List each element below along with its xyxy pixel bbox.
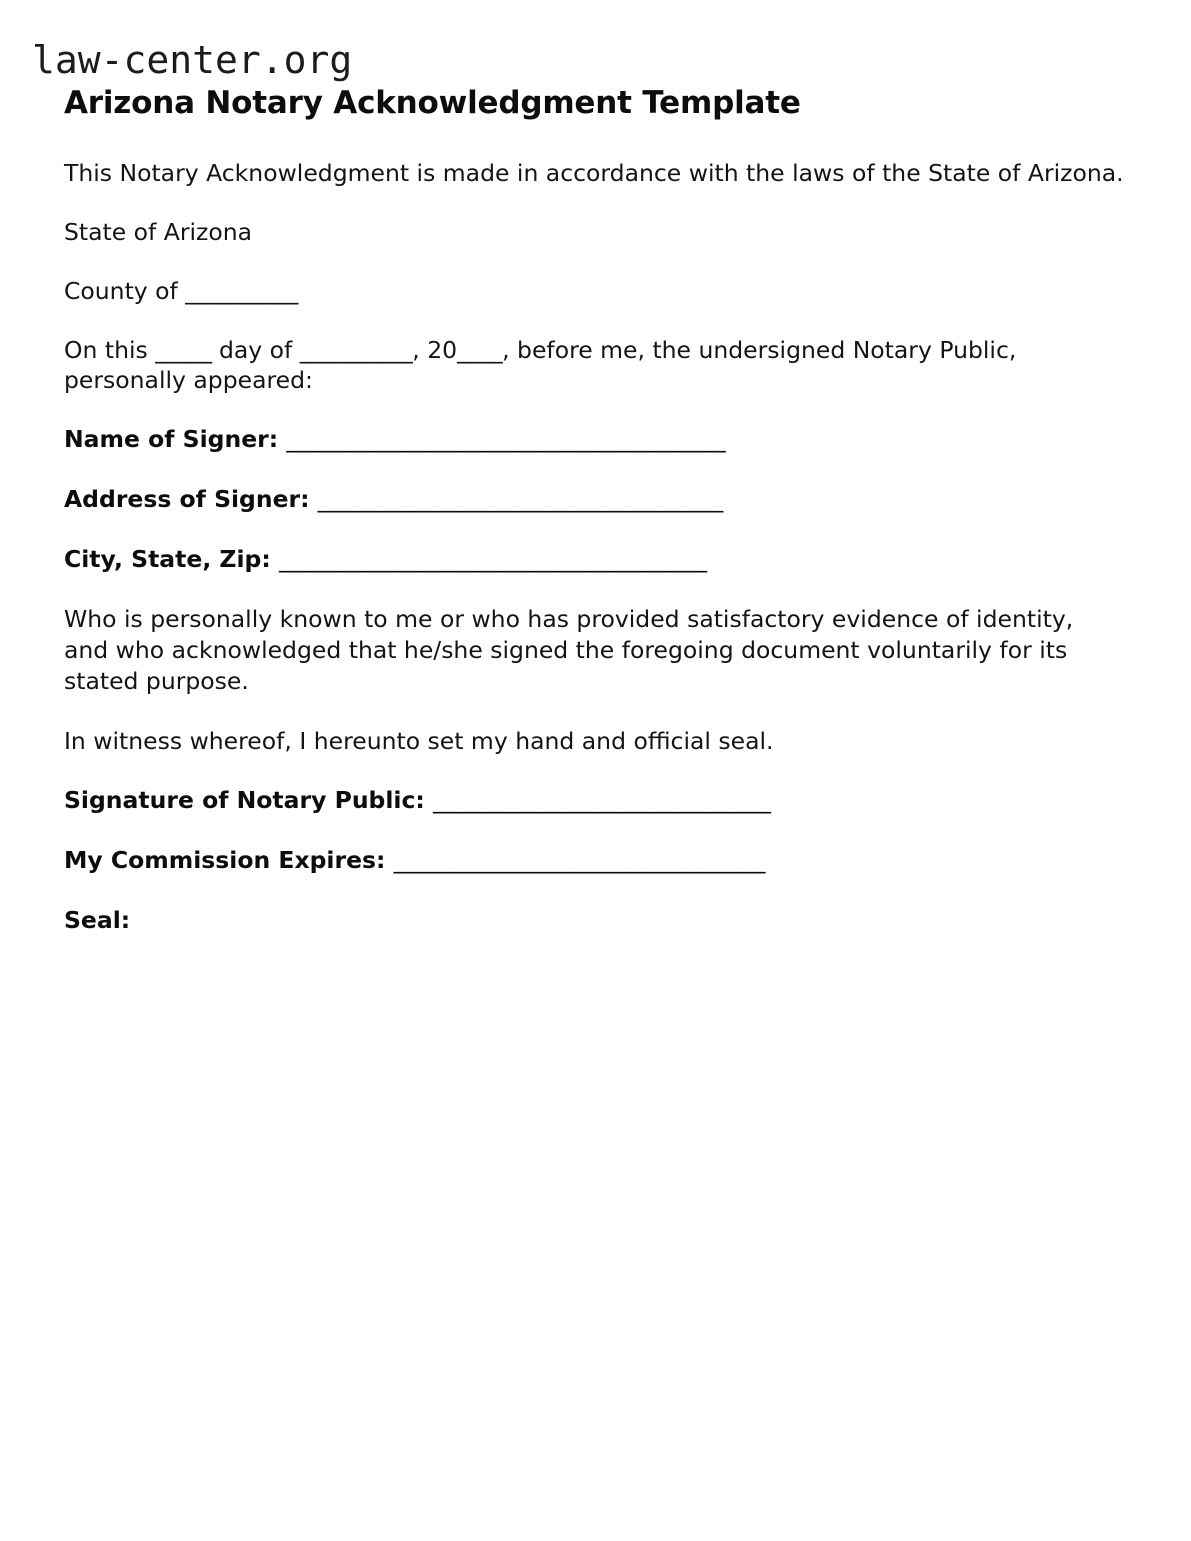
field-label: Address of Signer:: [64, 485, 310, 513]
field-my-commission-expires: [64, 845, 1124, 875]
field-label: My Commission Expires:: [64, 846, 386, 874]
field-label: City, State, Zip:: [64, 545, 271, 573]
county-blank[interactable]: __________: [185, 277, 298, 305]
intro-paragraph: This Notary Acknowledgment is made in accordance with the laws of the State of Arizona.: [64, 159, 1124, 187]
date-suffix: , before me, the undersigned Notary Public, personally appeared:: [64, 336, 1017, 394]
field-blank[interactable]: ____________________________________: [317, 485, 723, 513]
witness-paragraph: In witness whereof, I hereunto set my hand and official seal.: [64, 727, 774, 755]
date-year-prefix: , 20: [412, 336, 458, 364]
date-month-blank[interactable]: __________: [299, 336, 413, 364]
page-title: Arizona Notary Acknowledgment Template: [64, 85, 801, 121]
date-line: [64, 335, 1124, 395]
field-address-of-signer: [64, 484, 1124, 514]
date-prefix: On this: [64, 336, 156, 364]
field-city-state-zip: [64, 544, 1124, 574]
field-signature-of-notary-public: [64, 785, 1124, 815]
field-blank[interactable]: _________________________________: [393, 846, 765, 874]
date-year-blank[interactable]: ____: [457, 336, 503, 364]
field-blank[interactable]: _______________________________________: [286, 425, 726, 453]
field-seal-label: Seal:: [64, 906, 131, 934]
field-blank[interactable]: ______________________________: [433, 786, 771, 814]
field-blank[interactable]: ______________________________________: [278, 545, 707, 573]
date-mid: day of: [211, 336, 300, 364]
field-label: Signature of Notary Public:: [64, 786, 425, 814]
field-name-of-signer: [64, 424, 1124, 454]
county-line: [64, 276, 1124, 306]
date-day-blank[interactable]: _____: [155, 336, 212, 364]
county-label: County of: [64, 277, 186, 305]
field-label: Name of Signer:: [64, 425, 279, 453]
acknowledgment-paragraph: Who is personally known to me or who has provided satisfactory evidence of identity, and who acknowledged that he/she signed the foregoing document voluntarily for its stated purpose.: [64, 605, 1074, 695]
document-body: [64, 84, 1124, 935]
state-line: State of Arizona: [64, 218, 253, 246]
site-logo: law-center.org: [32, 38, 353, 82]
